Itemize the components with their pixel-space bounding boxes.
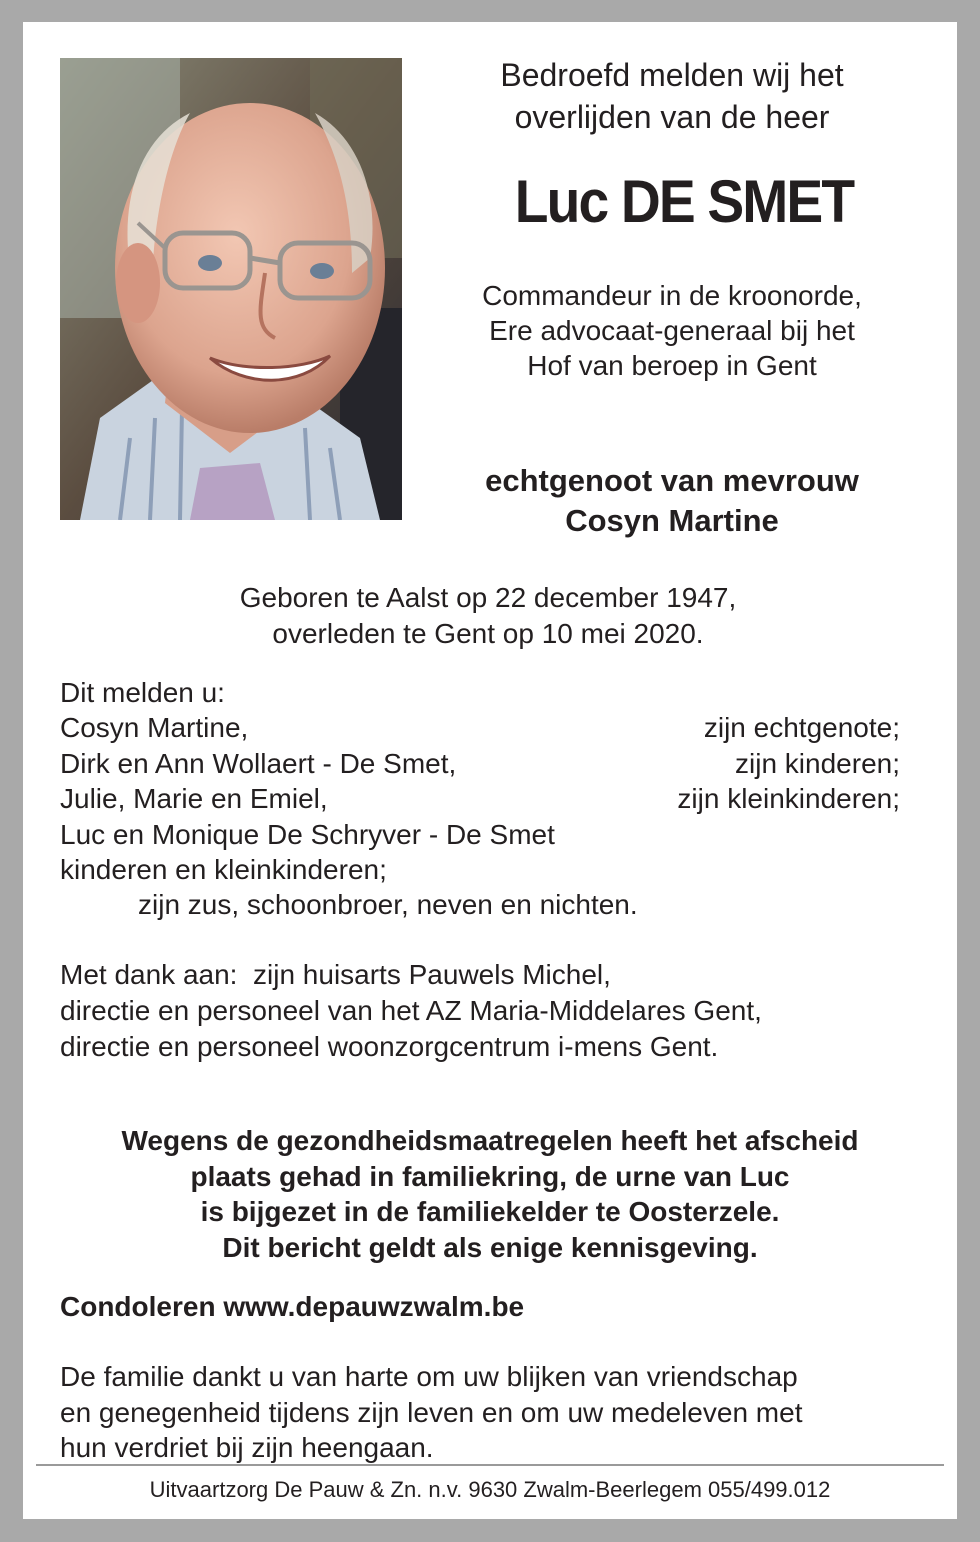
birth-death-info bbox=[130, 580, 846, 652]
gratitude-line-2: en genegenheid tijdens zijn leven en om uw medeleven met bbox=[60, 1396, 803, 1428]
undertaker-footer: Uitvaartzorg De Pauw & Zn. n.v. 9630 Zwalm-Beerlegem 055/499.012 bbox=[149, 1477, 831, 1502]
title-line-2: Ere advocaat-generaal bij het bbox=[489, 315, 855, 346]
family-heading: Dit melden u: bbox=[60, 677, 225, 708]
thanks-line-3: directie en personeel woonzorgcentrum i-mens Gent. bbox=[60, 1031, 719, 1062]
portrait-photo bbox=[60, 58, 402, 520]
family-line-extra-2: kinderen en kleinkinderen; bbox=[60, 854, 387, 886]
ceremony-notice bbox=[40, 1123, 940, 1265]
family-line-extra-1: Luc en Monique De Schryver - De Smet bbox=[60, 818, 555, 850]
honorary-titles bbox=[404, 278, 940, 383]
spouse-info bbox=[404, 461, 940, 541]
family-line-extra-3: zijn zus, schoonbroer, neven en nichten. bbox=[138, 889, 638, 921]
intro-line-1: Bedroefd melden wij het bbox=[500, 57, 844, 93]
divider bbox=[36, 1464, 944, 1466]
thanks-section bbox=[60, 957, 920, 1065]
gratitude-line-3: hun verdriet bij zijn heengaan. bbox=[60, 1432, 434, 1463]
title-line-3: Hof van beroep in Gent bbox=[527, 350, 817, 381]
family-member: Dirk en Ann Wollaert - De Smet, bbox=[60, 747, 457, 779]
notice-line-2: plaats gehad in familiekring, de urne van Luc bbox=[190, 1160, 790, 1192]
birth-line: Geboren te Aalst op 22 december 1947, bbox=[239, 582, 737, 613]
family-relation: zijn kleinkinderen; bbox=[677, 783, 900, 815]
family-row bbox=[60, 710, 900, 745]
notice-line-4: Dit bericht geldt als enige kennisgeving. bbox=[222, 1231, 758, 1263]
family-member: Cosyn Martine, bbox=[60, 712, 249, 744]
family-gratitude bbox=[60, 1359, 920, 1466]
portrait-illustration bbox=[60, 58, 402, 520]
notice-line-3: is bijgezet in de familiekelder te Oosterzele. bbox=[200, 1196, 780, 1227]
title-line-1: Commandeur in de kroonorde, bbox=[482, 280, 862, 311]
family-row bbox=[60, 746, 900, 781]
spouse-line-1: echtgenoot van mevrouw bbox=[485, 463, 859, 498]
thanks-line-2: directie en personeel van het AZ Maria-Middelares Gent, bbox=[60, 995, 762, 1026]
family-relation: zijn kinderen; bbox=[735, 747, 900, 779]
family-relation: zijn echtgenote; bbox=[703, 712, 900, 744]
family-row bbox=[60, 781, 900, 816]
family-list bbox=[60, 675, 900, 923]
announcement-intro bbox=[404, 54, 940, 138]
thanks-line-1: Met dank aan: zijn huisarts Pauwels Michel, bbox=[60, 959, 611, 990]
family-member: Julie, Marie en Emiel, bbox=[60, 783, 328, 815]
death-line: overleden te Gent op 10 mei 2020. bbox=[272, 618, 704, 649]
condolences-link[interactable]: Condoleren www.depauwzwalm.be bbox=[60, 1291, 525, 1322]
spouse-line-2: Cosyn Martine bbox=[565, 503, 779, 538]
notice-line-1: Wegens de gezondheidsmaatregelen heeft het afscheid bbox=[121, 1125, 859, 1156]
gratitude-line-1: De familie dankt u van harte om uw blijken van vriendschap bbox=[60, 1361, 798, 1392]
intro-line-2: overlijden van de heer bbox=[514, 99, 830, 135]
deceased-name: Luc DE SMET bbox=[514, 168, 854, 235]
